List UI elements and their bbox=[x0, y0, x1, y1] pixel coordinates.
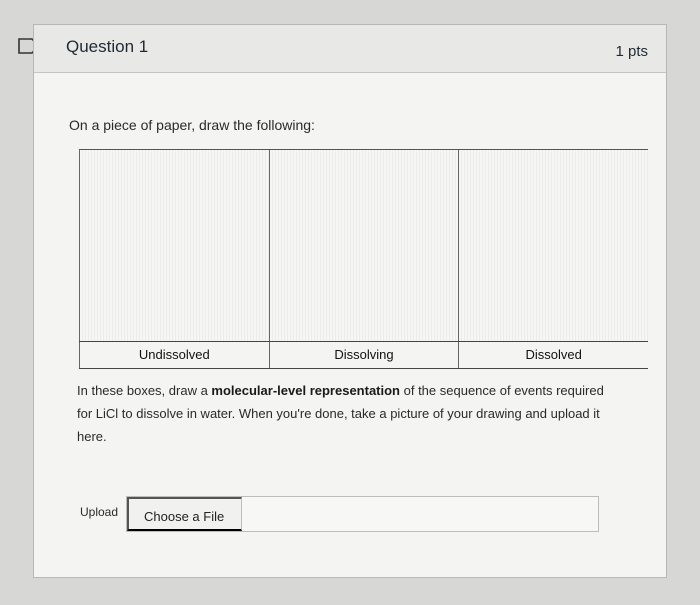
label-dissolving: Dissolving bbox=[269, 342, 459, 368]
drawing-box-dissolved bbox=[458, 150, 648, 341]
question-header bbox=[34, 25, 666, 73]
description-part2: of the sequence of events required for LiCl to dissolve in water. When you're done, take a picture of your drawing and upload it here. bbox=[77, 383, 604, 444]
question-title: Question 1 bbox=[66, 37, 149, 56]
choose-file-button[interactable]: Choose a File bbox=[127, 497, 242, 531]
question-points: 1 pts bbox=[615, 43, 648, 60]
upload-label: Upload bbox=[80, 505, 119, 519]
file-upload-field[interactable] bbox=[126, 496, 599, 532]
label-undissolved: Undissolved bbox=[79, 342, 269, 368]
question-card bbox=[33, 24, 667, 578]
description-bold: molecular-level representation bbox=[211, 383, 400, 398]
description-part1: In these boxes, draw a bbox=[77, 383, 212, 398]
question-prompt: On a piece of paper, draw the following: bbox=[69, 117, 315, 133]
drawing-box-dissolving bbox=[269, 150, 459, 341]
drawing-box-undissolved bbox=[79, 150, 269, 341]
drawing-box-table bbox=[79, 149, 648, 371]
drawing-label-row bbox=[79, 341, 648, 369]
question-description bbox=[77, 379, 617, 448]
drawing-box-row bbox=[79, 149, 648, 341]
label-dissolved: Dissolved bbox=[458, 342, 648, 368]
